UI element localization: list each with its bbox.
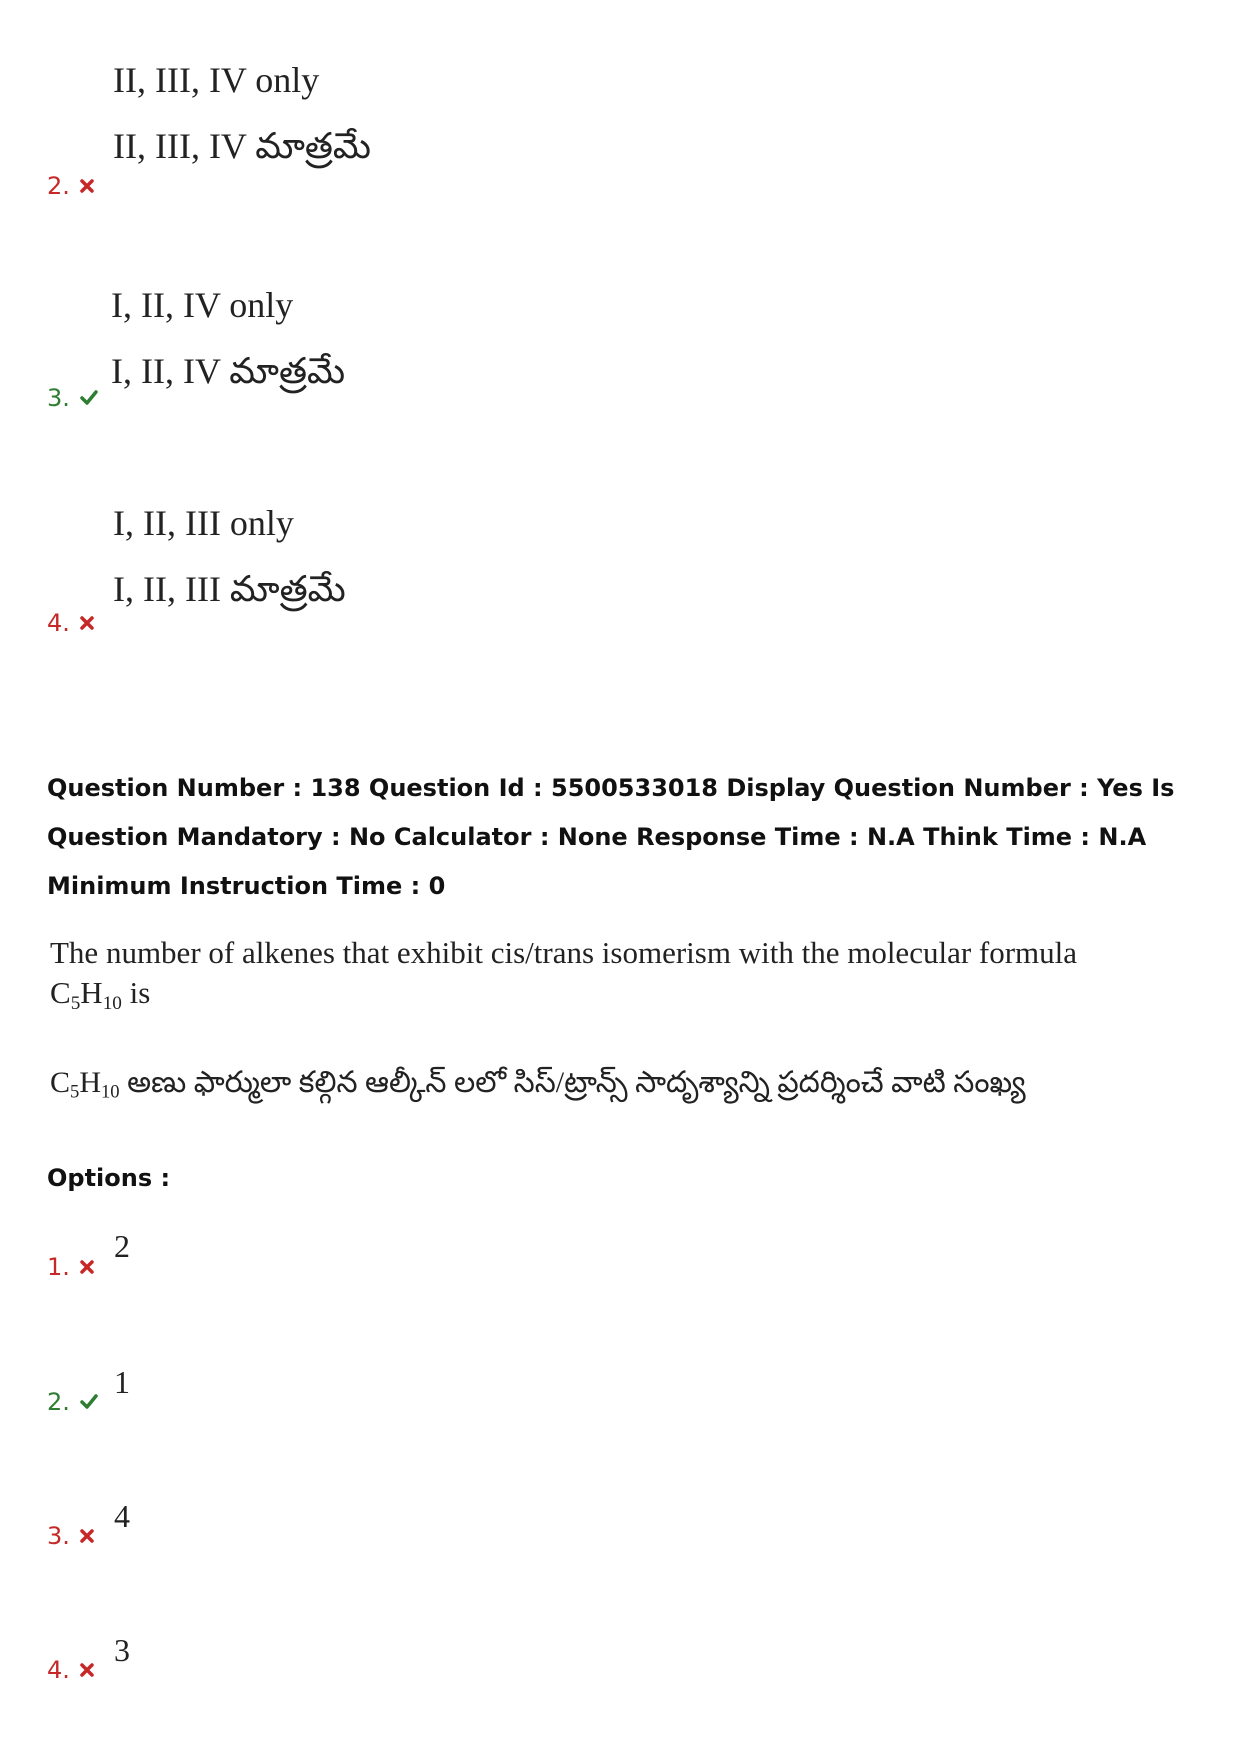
option-text-te: I, II, IV మాత్రమే <box>111 351 346 391</box>
option-label <box>47 1522 96 1550</box>
question-text-en-line1: The number of alkenes that exhibit cis/trans isomerism with the molecular formula <box>50 935 1078 970</box>
check-icon <box>78 389 100 407</box>
option-text-en: II, III, IV only <box>113 60 320 100</box>
question-text-en-line2: $C_5H_{10}$ is <box>50 975 151 1014</box>
formula: $C_5H_{10}$ <box>50 975 122 1014</box>
question-text-te: $C_5H_{10}$ అణు ఫార్ములా కల్గిన ఆల్కీన్ లలో సిస్/ట్రాన్స్ సాదృశ్యాన్ని ప్రదర్శించే వాటి సంఖ్య <box>50 1066 1026 1103</box>
option-label <box>47 172 96 200</box>
option-text-te: II, III, IV మాత్రమే <box>113 126 372 166</box>
cross-icon <box>78 1258 96 1276</box>
option-number: 3. <box>47 384 70 412</box>
formula: $C_5H_{10}$ <box>50 1066 120 1103</box>
option-number: 2. <box>47 172 70 200</box>
option-number: 4. <box>47 1656 70 1684</box>
cross-icon <box>78 177 96 195</box>
option-label <box>47 1656 96 1684</box>
option-value: 1 <box>114 1364 130 1400</box>
option-text-en: I, II, III only <box>113 503 294 543</box>
option-value: 4 <box>114 1498 130 1534</box>
option-label <box>47 1253 96 1281</box>
option-number: 1. <box>47 1253 70 1281</box>
options-heading: Options : <box>47 1164 171 1192</box>
cross-icon <box>78 614 96 632</box>
cross-icon <box>78 1527 96 1545</box>
check-icon <box>78 1393 100 1411</box>
option-text-te: I, II, III మాత్రమే <box>113 569 346 609</box>
option-value: 3 <box>114 1632 130 1668</box>
option-value: 2 <box>114 1228 130 1264</box>
cross-icon <box>78 1661 96 1679</box>
option-label <box>47 609 96 637</box>
option-number: 2. <box>47 1388 70 1416</box>
option-label <box>47 1388 100 1416</box>
option-label <box>47 384 100 412</box>
option-text-en: I, II, IV only <box>111 285 294 325</box>
option-number: 3. <box>47 1522 70 1550</box>
option-number: 4. <box>47 609 70 637</box>
question-meta: Question Number : 138 Question Id : 5500533018 Display Question Number : Yes Is Question Mandatory : No Calculator : None Response Time : N.A Think Time : N.A Minimum Instruction Time : 0 <box>47 774 1175 900</box>
